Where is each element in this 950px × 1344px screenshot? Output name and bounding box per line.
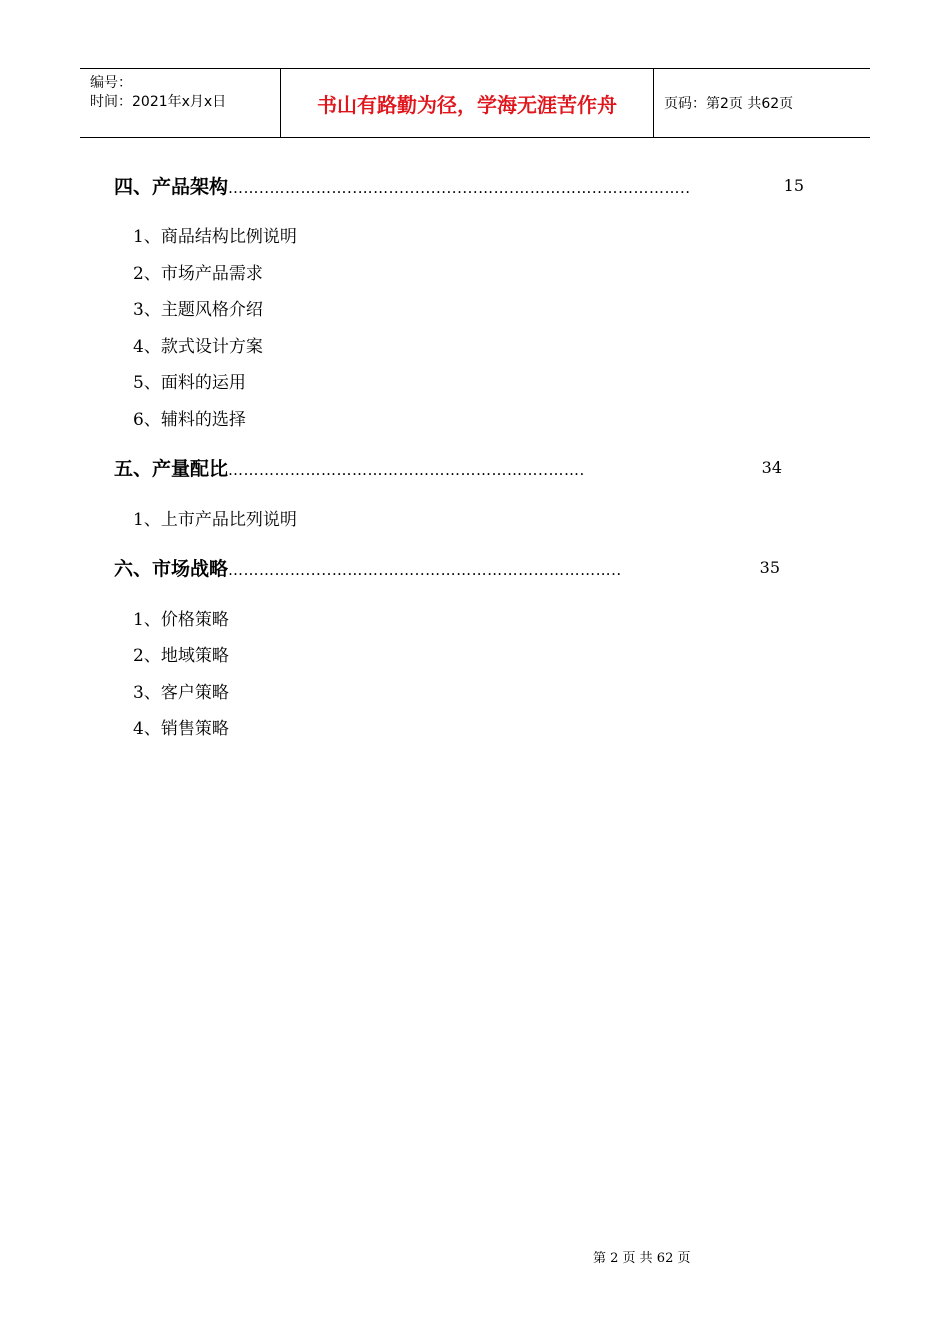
section-page-number: 35 <box>759 558 780 577</box>
header-page-cell <box>664 69 793 137</box>
header-meta-cell <box>80 69 281 137</box>
motto-text: 书山有路勤为径，学海无涯苦作舟 <box>317 92 617 117</box>
section-title: 四、产品架构 <box>114 176 229 198</box>
section-page-number: 15 <box>783 176 804 195</box>
toc-item[interactable]: 6、辅料的选择 <box>133 410 246 430</box>
header-motto-cell <box>281 69 654 137</box>
toc-leader-dots: …………….....……….……..……………………………….. <box>228 561 622 579</box>
page-info: 页码：第2页 共62页 <box>664 96 794 112</box>
section-page-number: 34 <box>761 458 782 477</box>
toc-item[interactable]: 3、客户策略 <box>133 683 229 703</box>
code-label: 编号： <box>90 75 132 91</box>
toc-section-4[interactable] <box>114 172 804 198</box>
toc-item[interactable]: 1、商品结构比例说明 <box>133 227 297 247</box>
time-label: 时间：2021年x月x日 <box>90 94 227 110</box>
section-title: 五、产量配比 <box>114 458 229 480</box>
toc-item[interactable]: 2、地域策略 <box>133 646 229 666</box>
toc-item[interactable]: 4、款式设计方案 <box>133 337 263 357</box>
toc-leader-dots: ……………………………………………………..……. <box>228 461 585 479</box>
toc-leader-dots: ……..……………..…….................…….……………..…………….. <box>228 179 691 197</box>
toc-item[interactable]: 2、市场产品需求 <box>133 264 263 284</box>
page-header <box>80 68 870 138</box>
toc-section-5[interactable] <box>114 454 782 480</box>
toc-item[interactable]: 1、价格策略 <box>133 610 229 630</box>
toc-item[interactable]: 3、主题风格介绍 <box>133 300 263 320</box>
toc-item[interactable]: 5、面料的运用 <box>133 373 246 393</box>
page-footer: 第 2 页 共 62 页 <box>593 1251 691 1266</box>
toc-section-6[interactable] <box>114 554 780 580</box>
section-title: 六、市场战略 <box>114 558 229 580</box>
toc-item[interactable]: 4、销售策略 <box>133 719 229 739</box>
toc-item[interactable]: 1、上市产品比列说明 <box>133 510 297 530</box>
